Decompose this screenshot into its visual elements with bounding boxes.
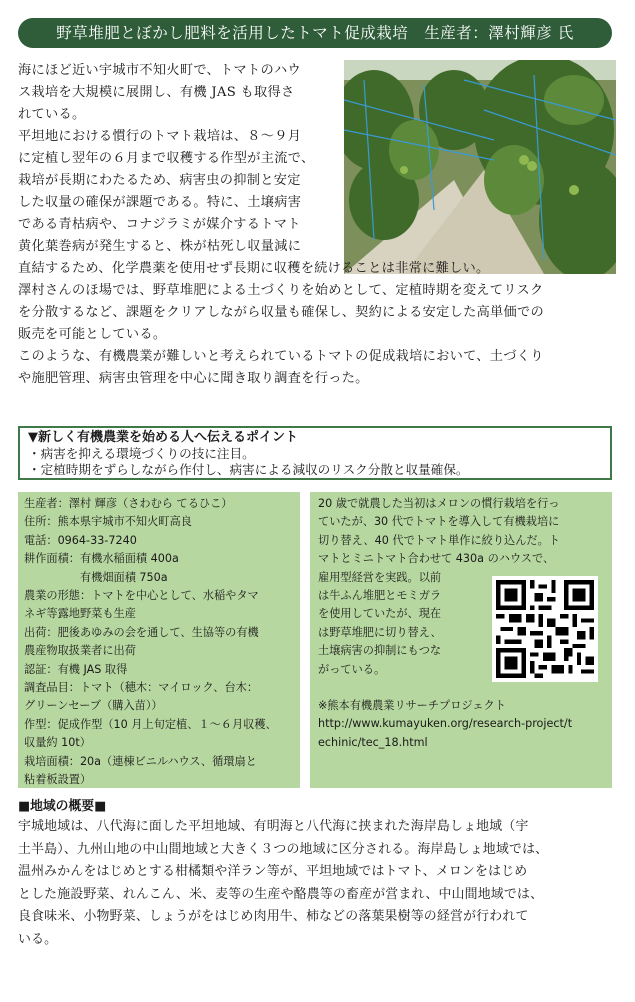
source-label: ※熊本有機農業リサーチプロジェクト (318, 699, 506, 713)
region-line: 宇城地域は、八代海に面した平坦地域、有明海と八代海に挟まれた海岸島しょ地域（宇 (18, 819, 529, 834)
region-line: 良食味米、小物野菜、しょうがをはじめ肉用牛、柿などの落葉果樹等の経営が行われて (18, 909, 529, 924)
profile-line: 有機畑面積 750a (24, 570, 168, 584)
story-line: ていたが、30 代でトマトを導入して有機栽培に (318, 515, 560, 529)
region-line: とした施設野菜、れんこん、米、麦等の生産や酪農等の畜産が営まれ、中山間地域では、 (18, 886, 544, 902)
profile-line: 農業の形態：トマトを中心として、水稲やタマ (24, 589, 259, 603)
intro-line: に定植し翌年の６月まで収穫する作型が主流で、 (18, 151, 315, 166)
profile-line: 耕作面積：有機水稲面積 400a (24, 552, 179, 566)
key-point-item: ・病害を抑える環境づくりの技に注目。 (28, 446, 255, 461)
story-line: 切り替え、40 代でトマト単作に絞り込んだ。ト (318, 533, 560, 547)
producer-profile-box (18, 492, 300, 788)
intro-line: や施肥管理、病害虫管理を中心に聞き取り調査を行った。 (18, 371, 369, 386)
intro-line: 黄化葉巻病が発生すると、株が枯死し収量減に (18, 239, 302, 254)
intro-line: を分散するなど、課題をクリアしながら収量も確保し、契約による安定した高単価での (18, 305, 545, 320)
profile-line: 住所：熊本県宇城市不知火町高良 (24, 515, 192, 529)
intro-line: 販売を可能としている。 (18, 327, 167, 342)
intro-line: ス栽培を大規模に展開し、有機 JAS も取得さ (18, 85, 295, 100)
profile-line: 農産物取扱業者に出荷 (24, 644, 136, 658)
intro-line: 澤村さんのほ場では、野草堆肥による土づくりを始めとして、定植時期を変えてリスク (18, 283, 544, 298)
intro-text (18, 60, 616, 390)
profile-line: 作型：促成作型（10 月上旬定植、１～６月収穫、 (24, 717, 277, 731)
intro-line: 平坦地における慣行のトマト栽培は、８～９月 (18, 129, 302, 144)
profile-line: 出荷：肥後あゆみの会を通して、生協等の有機 (24, 625, 259, 639)
profile-line: ネギ等露地野菜も生産 (24, 607, 136, 621)
profile-line: 認証：有機 JAS 取得 (24, 662, 128, 676)
producer-story-box (310, 492, 612, 788)
intro-line: 海にほど近い宇城市不知火町で、トマトのハウ (18, 63, 301, 78)
intro-line: である青枯病や、コナジラミが媒介するトマト (18, 217, 301, 232)
article-title-banner: 野草堆肥とぼかし肥料を活用したトマト促成栽培 生産者：澤村輝彦 氏 (18, 18, 612, 48)
story-line: がっている。 (318, 662, 386, 676)
story-line: は牛ふん堆肥とモミガラ (318, 589, 442, 603)
intro-line: 栽培が長期にわたるため、病害虫の抑制と安定 (18, 173, 301, 188)
profile-line: 調査品目：トマト（穂木：マイロック、台木： (24, 681, 259, 695)
intro-line: このような、有機農業が難しいと考えられているトマトの促成栽培において、土づくり (18, 349, 544, 364)
profile-line: グリーンセーブ（購入苗）） (24, 699, 163, 713)
key-points-box (18, 426, 612, 480)
intro-line: 直結するため、化学農薬を使用せず長期に収穫を続けることは非常に難しい。 (18, 261, 490, 276)
intro-line: れている。 (18, 107, 86, 122)
profile-line: 生産者：澤村 輝彦（さわむら てるひこ） (24, 497, 233, 510)
region-line: 土半島）、九州山地の中山間地域と大きく３つの地域に区分される。海岸島しょ地域では、 (18, 841, 549, 857)
profile-line: 粘着板設置） (24, 773, 92, 787)
profile-line: 収量約 10t） (24, 736, 91, 750)
qr-code[interactable] (492, 576, 598, 682)
key-points-heading: ▼新しく有機農業を始める人へ伝えるポイント (28, 430, 298, 445)
region-line: いる。 (18, 931, 58, 947)
story-line: を使用していたが、現在 (318, 607, 442, 621)
story-line: は野草堆肥に切り替え、 (318, 625, 442, 639)
region-line: 温州みかんをはじめとする柑橘類や洋ラン等が、平坦地域ではトマト、メロンをはじめ (18, 864, 528, 879)
story-line: マトとミニトマト合わせて 430a のハウスで、 (318, 552, 555, 566)
story-line: 20 歳で就農した当初はメロンの慣行栽培を行っ (318, 497, 560, 510)
region-overview-title: ■地域の概要■ (18, 799, 107, 814)
key-point-item: ・定植時期をずらしながら作付し、病害による減収のリスク分散と収量確保。 (28, 462, 469, 477)
source-url-line[interactable]: echinic/tec_18.html (318, 735, 428, 749)
region-overview-text (18, 816, 618, 951)
profile-line: 栽培面積：20a（連棟ビニルハウス、循環扇と (24, 754, 257, 768)
profile-line: 電話：0964-33-7240 (24, 533, 137, 547)
intro-line: した収量の確保が課題である。特に、土壌病害 (18, 195, 302, 210)
source-url-line[interactable]: http://www.kumayuken.org/research-project/t (318, 717, 573, 731)
story-line: 雇用型経営を実践。以前 (318, 570, 442, 584)
story-line: 土壌病害の抑制にもつな (318, 644, 442, 658)
